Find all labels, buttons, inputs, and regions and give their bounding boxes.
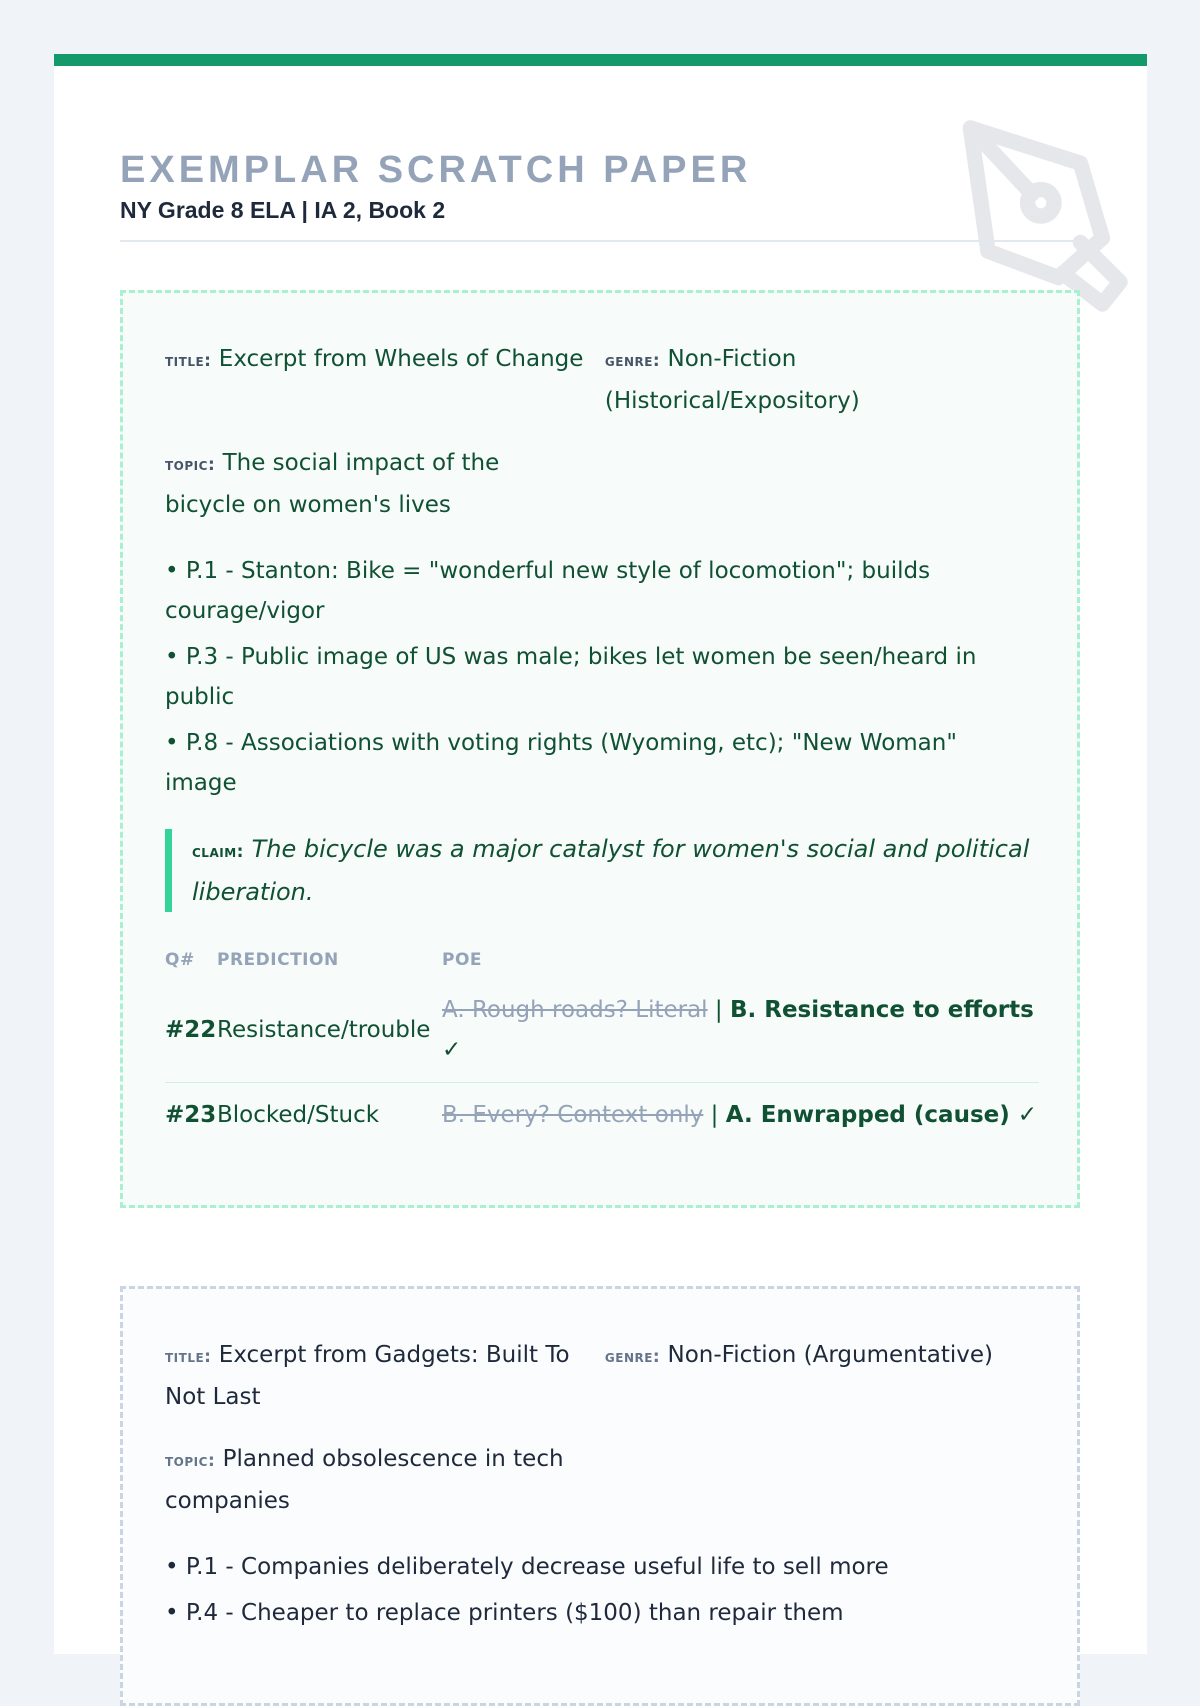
question-number: #22 bbox=[165, 1017, 217, 1043]
topic-label: topic: bbox=[165, 1451, 216, 1471]
separator: | bbox=[703, 1102, 726, 1128]
passage-title-value: Excerpt from Wheels of Change bbox=[218, 346, 584, 372]
page-title: EXEMPLAR SCRATCH PAPER bbox=[120, 149, 752, 191]
claim-text: The bicycle was a major catalyst for women's social and political liberation. bbox=[192, 835, 1030, 906]
claim-block bbox=[165, 829, 1035, 912]
prediction: Resistance/trouble bbox=[217, 1017, 431, 1043]
poe-row bbox=[165, 1082, 1039, 1147]
topic-label: topic: bbox=[165, 455, 216, 475]
note-item: • P.4 - Cheaper to replace printers ($100) than repair them bbox=[165, 1600, 844, 1626]
question-number: #23 bbox=[165, 1102, 217, 1128]
poe-header-row bbox=[165, 942, 1039, 978]
passage-topic bbox=[165, 1439, 565, 1521]
poe-cell bbox=[442, 990, 1039, 1070]
selected-answer: A. Enwrapped (cause) ✓ bbox=[725, 1102, 1038, 1128]
passage-topic-value: The social impact of the bicycle on women's lives bbox=[165, 450, 500, 518]
note-item: • P.8 - Associations with voting rights (Wyoming, etc); "New Woman" image bbox=[165, 730, 957, 796]
note-item: • P.3 - Public image of US was male; bikes let women be seen/heard in public bbox=[165, 644, 977, 710]
note-item: • P.1 - Companies deliberately decrease useful life to sell more bbox=[165, 1554, 889, 1580]
poe-header-q: Q# bbox=[165, 950, 195, 970]
passage-genre bbox=[605, 339, 1035, 421]
genre-label: genre: bbox=[604, 351, 661, 371]
separator: | bbox=[707, 997, 730, 1023]
poe-table bbox=[165, 942, 1039, 1147]
passage-genre bbox=[605, 1335, 1035, 1417]
passage-genre-value: Non-Fiction (Argumentative) bbox=[667, 1342, 993, 1368]
header-divider bbox=[120, 240, 1080, 242]
passage-title-value: Excerpt from Gadgets: Built To Not Last bbox=[165, 1342, 570, 1410]
prediction: Blocked/Stuck bbox=[217, 1102, 380, 1128]
claim-label: claim: bbox=[192, 842, 244, 862]
title-label: title: bbox=[165, 1347, 212, 1367]
passage-title bbox=[165, 1335, 605, 1417]
passage-card-2 bbox=[120, 1286, 1080, 1706]
selected-answer: B. Resistance to efforts ✓ bbox=[442, 997, 1034, 1063]
note-item: • P.1 - Stanton: Bike = "wonderful new style of locomotion"; builds courage/vigor bbox=[165, 558, 931, 624]
passage-title bbox=[165, 339, 605, 421]
poe-header-poe: POE bbox=[442, 950, 483, 970]
genre-label: genre: bbox=[604, 1347, 661, 1367]
poe-row bbox=[165, 978, 1039, 1082]
page-subtitle: NY Grade 8 ELA | IA 2, Book 2 bbox=[120, 197, 446, 223]
notes-list bbox=[165, 1547, 1035, 1633]
passage-topic bbox=[165, 443, 565, 525]
page-header bbox=[120, 148, 1080, 242]
title-label: title: bbox=[165, 351, 212, 371]
poe-cell bbox=[442, 1095, 1039, 1135]
notes-list bbox=[165, 551, 1035, 803]
passage-topic-value: Planned obsolescence in tech companies bbox=[165, 1446, 564, 1514]
eliminated-choice: B. Every? Context only bbox=[442, 1102, 704, 1128]
passage-genre-value: Non-Fiction (Historical/Expository) bbox=[604, 346, 860, 414]
scratch-paper bbox=[54, 54, 1147, 1654]
passage-card-1 bbox=[120, 290, 1080, 1208]
eliminated-choice: A. Rough roads? Literal bbox=[442, 997, 708, 1023]
poe-header-prediction: PREDICTION bbox=[217, 950, 339, 970]
